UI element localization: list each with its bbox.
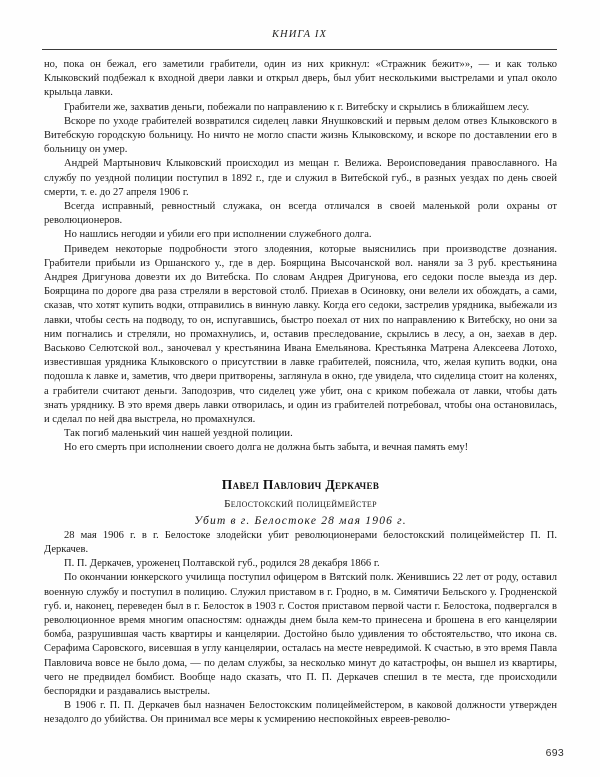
paragraph: Андрей Мартынович Клыковский происходил из мещан г. Велижа. Вероисповедания православного. На службу по уездной полиции поступил в 1892 г., где и служил в Витебской губ., в разных уездах по день своей смерти, т. е. до 27 апреля 1906 г.	[44, 158, 557, 198]
paragraph: 28 мая 1906 г. в г. Белостоке злодейски убит революционерами белостокский полицеймейстер П. П. Деркачев.	[44, 529, 557, 555]
paragraph: Так погиб маленький чин нашей уездной полиции.	[64, 428, 293, 440]
paragraph: В 1906 г. П. П. Деркачев был назначен Белостокским полицеймейстером, в каковой должности утвержден незадолго до убийства. Он принимал все меры к усмирению неспокойных евреев-револю-	[44, 700, 557, 726]
paragraph: Грабители же, захватив деньги, побежали по направлению к г. Витебску и скрылись в ближайшем лесу.	[64, 101, 530, 113]
person-name: Павел Павлович Деркачев	[221, 476, 380, 492]
paragraph: По окончании юнкерского училища поступил офицером в Вятский полк. Женившись 22 лет от роду, оставил военную службу и поступил в полицию. Служил приставом в г. Гродно, в м. Симятичи Бельского у. Гродненской губ. и, наконец, переведен был в г. Белосток в 1903 г. Состоя приставом первой части г. Белостока, подвергался в революционное время многим опасностям: однажды днем была кем-то принесена и брошена в его канцелярии бомба, разрушившая часть квартиры и канцелярии. Достойно было удивления то обстоятельство, что икона св. Серафима Саровского, висевшая в углу канцелярии, осталась на месте невредимой. К счастью, в это время Павла Павловича вовсе не было дома, — по делам службы, за несколько минут до катастрофы, он вышел из квартиры, чего не предвидел бомбист. Вообще надо сказать, что П. П. Деркачев спешил в те места, где происходили беспорядки и раздавались выстрелы.	[44, 572, 557, 697]
paragraph: Но его смерть при исполнении своего долга не должна быть забыта, и вечная память ему!	[64, 442, 469, 454]
header-rule	[42, 49, 557, 50]
section-heading	[44, 476, 557, 529]
person-killed-line: Убит в г. Белостоке 28 мая 1906 г.	[194, 514, 407, 527]
paragraph: Приведем некоторые подробности этого злодеяния, которые выяснились при производстве дознания. Грабители прибыли из Оршанского у., где в дер. Боярщина Высочанской вол. наняли за 3 руб. крестьянина Андрея Дригунова довезти их до Витебска. По словам Андрея Дригунова, его седоки после выезда из дер. Боярщина по дороге два раза стреляли в верстовой столб. Приехав в Осиновку, они велели их обождать, а сами, сказав, что хотят купить водки, отправились в винную лавку. Когда его седоки, застрелив урядника, выбежали из лавки, чтобы сесть на подводу, то он, испугавшись, быстро поехал от них по направлению к Витебску, но они за ним погнались и стреляли, но промахнулись, и, оставив преследование, скрылись в лесу, а он, заехав в дер. Васьково Селютской вол., заночевал у крестьянина Ивана Емельянова. Крестьянка Матрена Алексеева Лотохо, известившая урядника Клыковского о присутствии в лавке грабителей, пояснила, что, желая купить водки, она подошла к лавке и, заметив, что двери притворены, заглянула в окно, где увидела, что сиделица стоит на коленях, а грабители считают деньги. Заподозрив, что сиделец уже убит, она с криком побежала от лавки, чтобы дать знать уряднику. В это время дверь лавки отворилась, и один из грабителей потребовал, чтобы она остановилась, и сделал по ней два выстрела, но промахнулся.	[44, 243, 557, 426]
paragraph: Но нашлись негодяи и убили его при исполнении служебного долга.	[64, 229, 372, 241]
text-column	[44, 58, 557, 728]
running-head: КНИГА IX	[271, 29, 328, 40]
person-rank: Белостокский полицеймейстер	[224, 497, 377, 510]
paragraph: но, пока он бежал, его заметили грабители, один из них крикнул: «Стражник бежит»», — и как только Клыковский подбежал к входной двери лавки и открыл дверь, был убит несколькими выстрелами и упал около крыльца лавки.	[44, 59, 557, 99]
paragraph: Всегда исправный, ревностный служака, он всегда отличался в своей маленькой роли охраны от революционеров.	[44, 201, 557, 227]
paragraph: П. П. Деркачев, уроженец Полтавской губ., родился 28 декабря 1866 г.	[64, 558, 380, 570]
paragraph: Вскоре по уходе грабителей возвратился сиделец лавки Янушковский и первым делом отвез Клыковского в Витебскую городскую больницу. Но ничто не могло спасти жизнь Клыковскому, и вскоре по доставлении его в больницу он умер.	[44, 115, 557, 156]
page-number: 693	[545, 747, 564, 759]
